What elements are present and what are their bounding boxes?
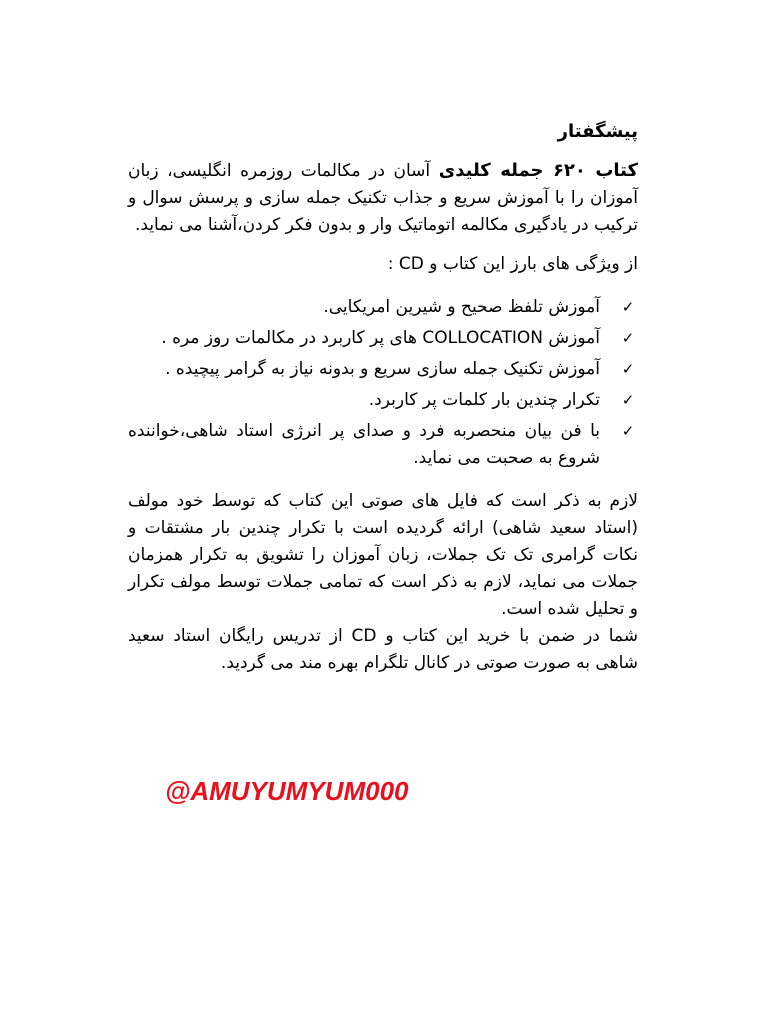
feature-text: تکرار چندین بار کلمات پر کاربرد. xyxy=(368,390,600,410)
intro-paragraph xyxy=(128,157,638,239)
features-intro: از ویژگی های بارز این کتاب و CD : xyxy=(387,254,638,274)
feature-item xyxy=(128,356,635,383)
check-icon: ✓ xyxy=(621,329,635,347)
page-title: پیشگفتار xyxy=(557,121,638,142)
feature-text: آموزش تلفظ صحیح و شیرین امریکایی. xyxy=(323,297,600,317)
feature-text: آموزش تکنیک جمله سازی سریع و بدونه نیاز به گرامر پیچیده . xyxy=(165,359,600,379)
telegram-handle: @AMUYUMYUM000 xyxy=(165,776,409,806)
check-icon: ✓ xyxy=(621,360,635,378)
closing-section xyxy=(128,488,638,677)
check-icon: ✓ xyxy=(621,298,635,316)
closing-paragraph: لازم به ذکر است که فایل های صوتی این کتاب که توسط خود مولف (استاد سعید شاهی) ارائه گردیده است با تکرار چندین بار مشتقات و نکات گرامری تک تک جملات، زبان آموزان را تشویق به تکرار همزمان جملات می نماید، لازم به ذکر است که تمامی جملات توسط مولف تکرار و تحلیل شده است. xyxy=(128,491,638,619)
features-list xyxy=(128,294,638,472)
check-icon: ✓ xyxy=(621,422,635,440)
intro-text: آسان در مکالمات روزمره انگلیسی، زبان آموزان را با آموزش سریع و جذاب تکنیک جمله سازی و پرسش سوال و ترکیب در یادگیری مکالمه اتوماتیک وار و بدون فکر کردن،آشنا می نماید. xyxy=(128,161,638,235)
intro-bold-title: کتاب ۶۲۰ جمله کلیدی xyxy=(438,160,638,181)
feature-item xyxy=(128,294,635,321)
document-body xyxy=(128,118,638,677)
feature-text: آموزش COLLOCATION های پر کاربرد در مکالمات روز مره . xyxy=(161,328,600,348)
feature-item xyxy=(128,325,635,352)
feature-text: با فن بیان منحصربه فرد و صدای پر انرژی استاد شاهی،خواننده شروع به صحبت می نماید. xyxy=(128,421,600,468)
feature-item xyxy=(128,418,635,472)
closing-paragraph: شما در ضمن با خرید این کتاب و CD از تدریس رایگان استاد سعید شاهی به صورت صوتی در کانال تلگرام بهره مند می گردید. xyxy=(128,626,638,673)
check-icon: ✓ xyxy=(621,391,635,409)
feature-item xyxy=(128,387,635,414)
